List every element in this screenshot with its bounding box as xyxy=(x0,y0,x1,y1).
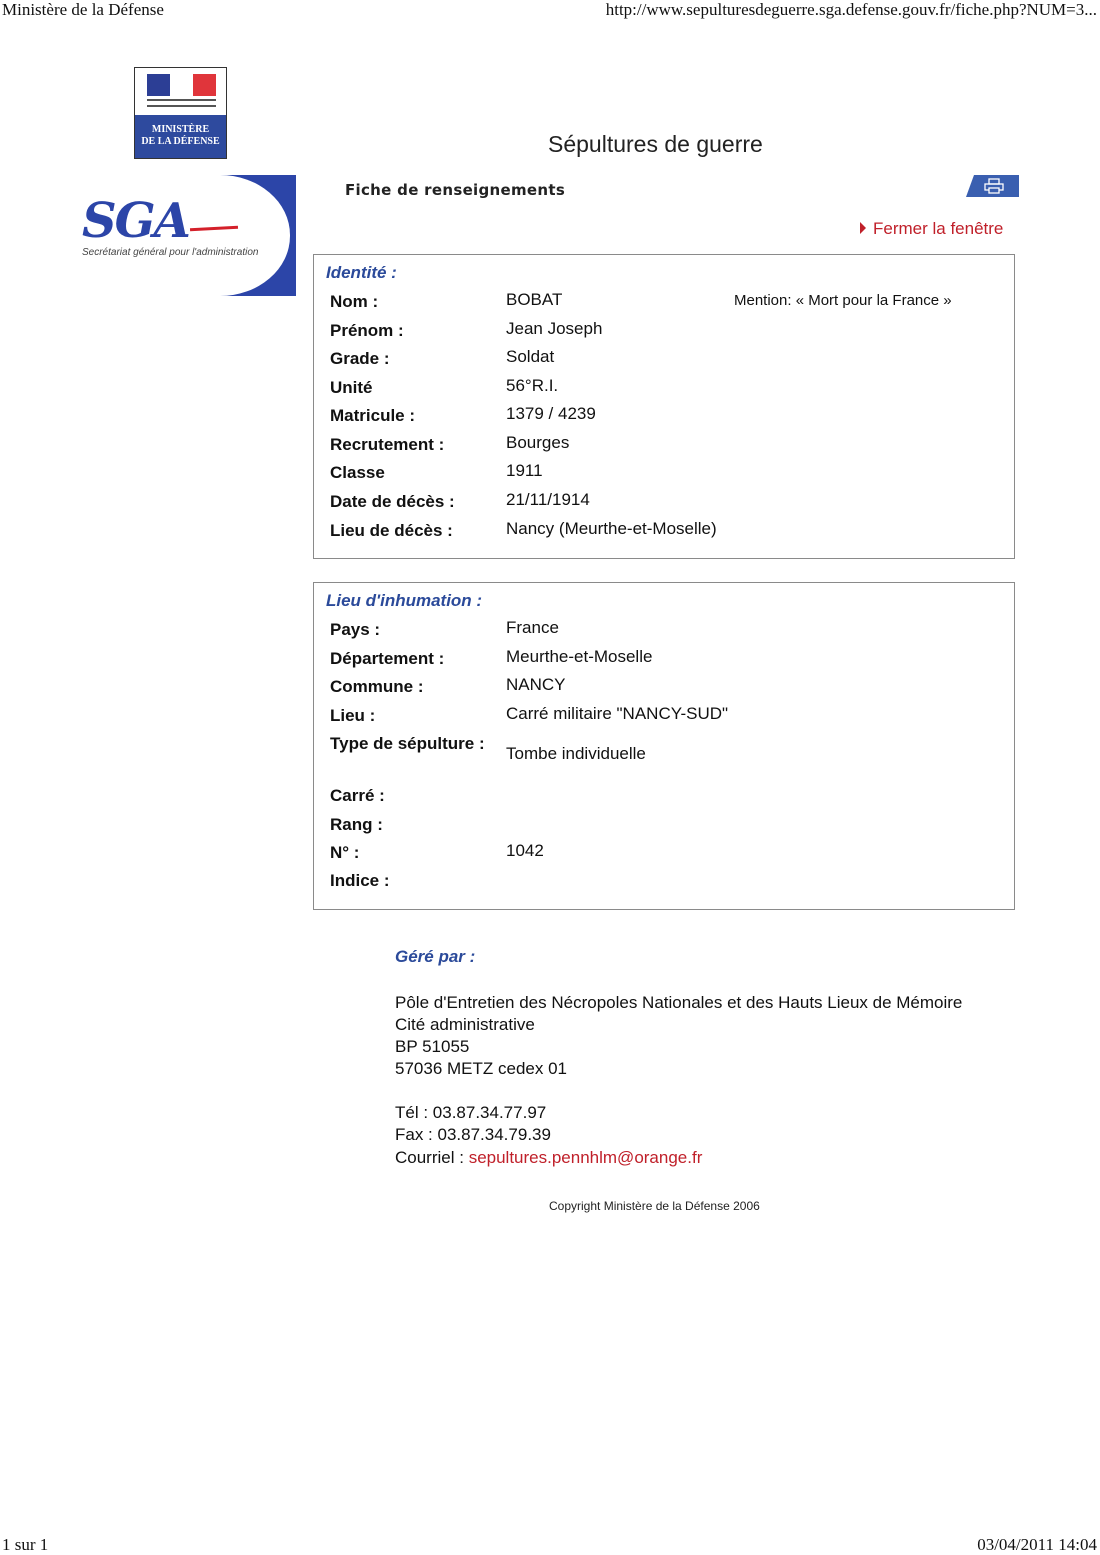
field-label: N° : xyxy=(330,843,360,862)
sga-logo xyxy=(80,175,296,296)
close-window-label: Fermer la fenêtre xyxy=(873,219,1004,238)
ministere-logo xyxy=(134,67,227,159)
field-label: Grade : xyxy=(330,349,390,368)
sga-logo-letters: SGA xyxy=(82,193,189,249)
field-label: Classe xyxy=(330,463,385,482)
field-label: Rang : xyxy=(330,815,383,834)
field-label: Prénom : xyxy=(330,321,404,340)
field-value: 1911 xyxy=(506,461,543,480)
field-label: Date de décès : xyxy=(330,492,455,511)
field-label: Indice : xyxy=(330,871,390,890)
field-value: 56°R.I. xyxy=(506,376,559,395)
email-link[interactable]: sepultures.pennhlm@orange.fr xyxy=(468,1148,703,1167)
print-header-url: http://www.sepulturesdeguerre.sga.defense.gouv.fr/fiche.php?NUM=3... xyxy=(605,0,1097,19)
field-value: 1042 xyxy=(506,841,544,860)
field-value: Soldat xyxy=(506,347,555,366)
field-value: France xyxy=(506,618,559,637)
field-label: Nom : xyxy=(330,292,379,311)
gere-par-address-1: Cité administrative xyxy=(395,1015,535,1034)
inhumation-title: Lieu d'inhumation : xyxy=(326,591,483,610)
field-value: Carré militaire "NANCY-SUD" xyxy=(506,704,729,723)
field-label: Département : xyxy=(330,649,445,668)
gere-par-address-3: 57036 METZ cedex 01 xyxy=(395,1059,567,1078)
gere-par-title: Géré par : xyxy=(395,947,476,966)
ministere-logo-line2: DE LA DÉFENSE xyxy=(141,136,220,147)
field-label: Type de sépulture : xyxy=(330,734,485,753)
field-label: Pays : xyxy=(330,620,381,639)
page-subtitle: Fiche de renseignements xyxy=(345,181,566,199)
gere-par-org: Pôle d'Entretien des Nécropoles Nationales et des Hauts Lieux de Mémoire xyxy=(395,993,963,1012)
field-label: Commune : xyxy=(330,677,424,696)
field-value: Nancy (Meurthe-et-Moselle) xyxy=(506,519,717,538)
arrow-right-icon xyxy=(860,222,866,234)
identite-panel xyxy=(313,254,1015,559)
page-title: Sépultures de guerre xyxy=(548,131,763,157)
field-value: Meurthe-et-Moselle xyxy=(506,647,653,666)
field-label: Lieu : xyxy=(330,706,376,725)
gere-par-fax: Fax : 03.87.34.79.39 xyxy=(395,1125,551,1144)
field-label: Carré : xyxy=(330,786,385,805)
gere-par-courriel xyxy=(395,1148,702,1168)
print-header-left: Ministère de la Défense xyxy=(2,0,164,19)
inhumation-panel xyxy=(313,582,1015,910)
courriel-label: Courriel : xyxy=(395,1148,469,1167)
identite-title: Identité : xyxy=(326,263,397,282)
field-label: Unité xyxy=(330,378,373,397)
mention-text: Mention: « Mort pour la France » xyxy=(734,292,952,309)
field-value: 1379 / 4239 xyxy=(506,404,596,423)
gere-par-tel: Tél : 03.87.34.77.97 xyxy=(395,1103,547,1122)
ministere-logo-line1: MINISTÈRE xyxy=(151,124,210,135)
french-flag-icon xyxy=(147,74,216,96)
field-value: 21/11/1914 xyxy=(506,490,590,509)
printer-icon xyxy=(984,178,1004,194)
field-value: Tombe individuelle xyxy=(506,744,646,763)
close-window-link[interactable] xyxy=(860,219,1003,239)
field-label: Lieu de décès : xyxy=(330,521,453,540)
field-value: Jean Joseph xyxy=(506,319,603,338)
print-button[interactable] xyxy=(966,175,1019,197)
field-value: NANCY xyxy=(506,675,566,694)
field-value: Bourges xyxy=(506,433,570,452)
field-label: Recrutement : xyxy=(330,435,445,454)
field-value: BOBAT xyxy=(506,290,563,309)
gere-par-address-2: BP 51055 xyxy=(395,1037,470,1056)
copyright-text: Copyright Ministère de la Défense 2006 xyxy=(549,1199,760,1213)
sga-logo-tagline: Secrétariat général pour l'administration xyxy=(82,247,259,258)
print-footer-page: 1 sur 1 xyxy=(2,1535,49,1554)
field-label: Matricule : xyxy=(330,406,416,425)
print-footer-date: 03/04/2011 14:04 xyxy=(977,1535,1097,1554)
